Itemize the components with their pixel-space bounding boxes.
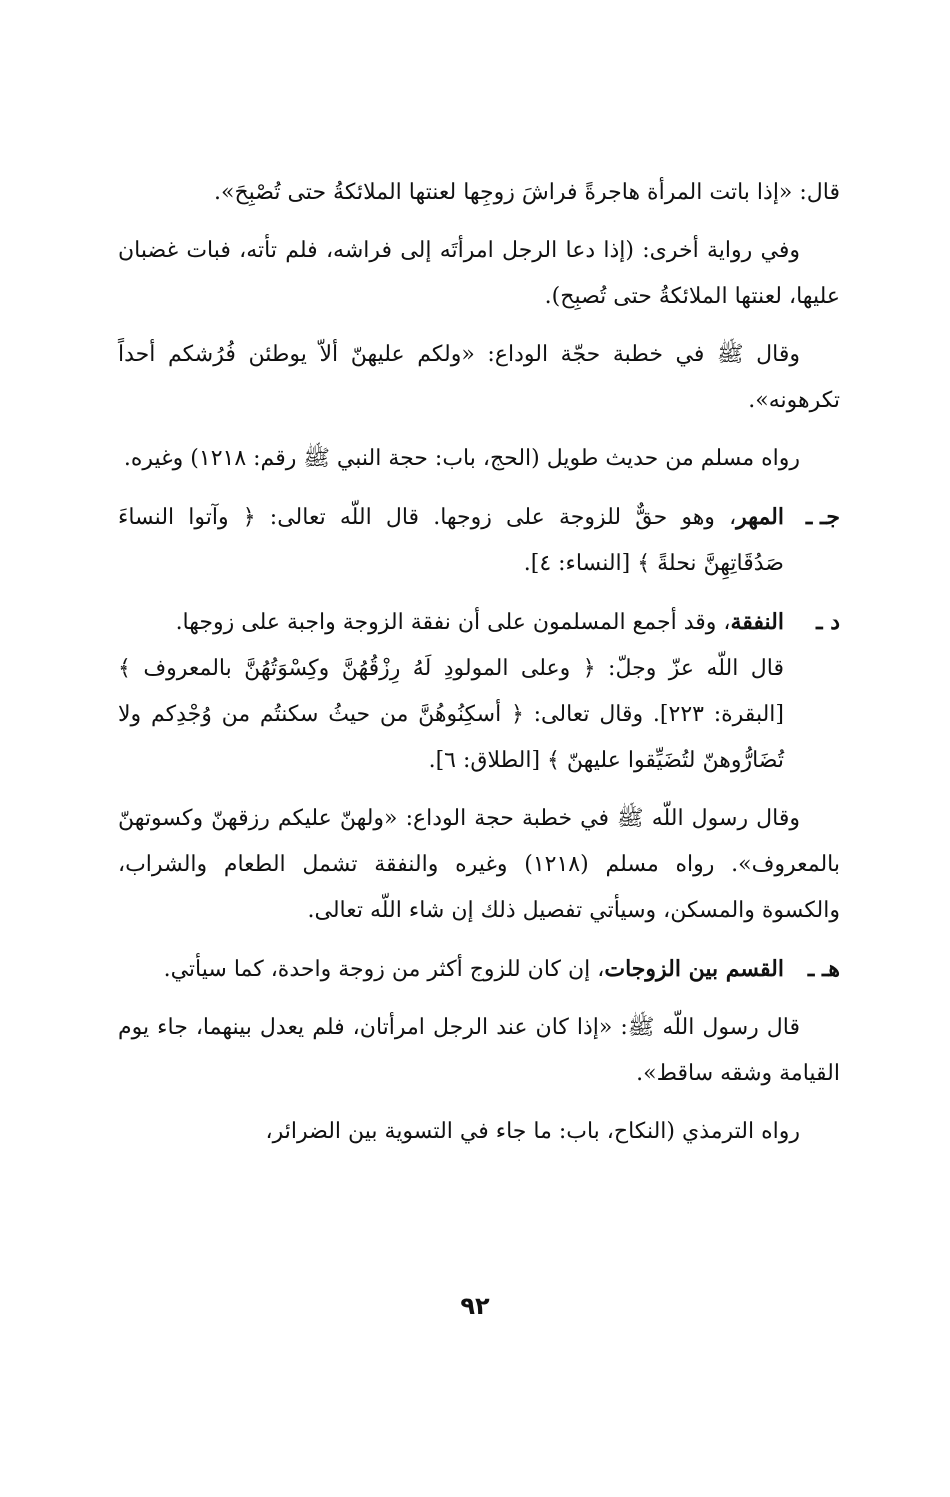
hadith-paragraph-2: وفي رواية أخرى: (إذا دعا الرجل امرأتَه إلى فراشه، فلم تأته، فبات غضبان عليها، لعنتها الملائكةُ حتى تُصبِح). [118, 238, 840, 309]
page-number: ٩٢ [460, 1292, 490, 1320]
hadith-paragraph-4: وقال رسول اللّه ﷺ في خطبة حجة الوداع: «ولهنّ عليكم رزقهنّ وكسوتهنّ بالمعروف». رواه مسلم (١٢١٨) وغيره والنفقة تشمل الطعام والشراب، والكسوة والمسكن، وسيأتي تفصيل ذلك إن شاء اللّه تعالى. [118, 806, 841, 923]
bold-term-mahr: المهر [736, 504, 784, 530]
list-item-mahr-text [118, 494, 784, 587]
bold-term-nafaqa: النفقة [730, 609, 784, 635]
hadith-paragraph-1: قال: «إذا باتت المرأة هاجرةً فراشَ زوجِها لعنتها الملائكةُ حتى تُصْبِحَ». [213, 180, 840, 205]
hadith-paragraph-3: وقال ﷺ في خطبة حجّة الوداع: «ولكم عليهنّ ألاّ يوطئن فُرُشكم أحداً تكرهونه». [118, 342, 840, 413]
list-marker-dal: د ـ [816, 609, 840, 635]
qasm-text: ، إن كان للزوج أكثر من زوجة واحدة، كما سيأتي. [163, 957, 605, 982]
list-item-mahr [118, 494, 840, 587]
nafaqa-quran-text: قال اللّه عزّ وجلّ: ﴿ وعلى المولودِ لَهُ رِزْقُهُنَّ وكِسْوَتُهُنَّ بالمعروف ﴾ [البقرة: ٢٢٣]. وقال تعالى: ﴿ أسكِنُوهُنَّ من حيثُ سكنتُم من وُجْدِكم ولا تُضَارُّوهنّ لتُضَيِّقوا عليهنّ ﴾ [الطلاق: ٦]. [118, 656, 784, 773]
list-item-qasm [118, 946, 840, 993]
nafaqa-text: ، وقد أجمع المسلمون على أن نفقة الزوجة واجبة على زوجها. [175, 610, 731, 635]
reference-paragraph-1: رواه مسلم من حديث طويل (الحج، باب: حجة النبي ﷺ رقم: ١٢١٨) وغيره. [123, 446, 800, 471]
reference-paragraph-2: رواه الترمذي (النكاح، باب: ما جاء في التسوية بين الضرائر، [265, 1119, 800, 1144]
list-item-qasm-text [118, 946, 784, 993]
hadith-paragraph-5: قال رسول اللّه ﷺ: «إذا كان عند الرجل امرأتان، فلم يعدل بينهما، جاء يوم القيامة وشقه ساقط». [118, 1015, 840, 1086]
list-marker-jim: جـ ـ [805, 504, 840, 530]
list-item-nafaqa-text [118, 599, 784, 646]
mahr-text: ، وهو حقٌّ للزوجة على زوجها. قال اللّه تعالى: ﴿ وآتوا النساءَ صَدُقَاتِهِنَّ نحلةً ﴾ [النساء: ٤]. [118, 505, 784, 576]
bold-term-qasm: القسم بين الزوجات [604, 956, 784, 982]
page-body [118, 170, 840, 1167]
list-marker-ha: هـ ـ [807, 956, 840, 982]
list-item-nafaqa [118, 599, 840, 784]
